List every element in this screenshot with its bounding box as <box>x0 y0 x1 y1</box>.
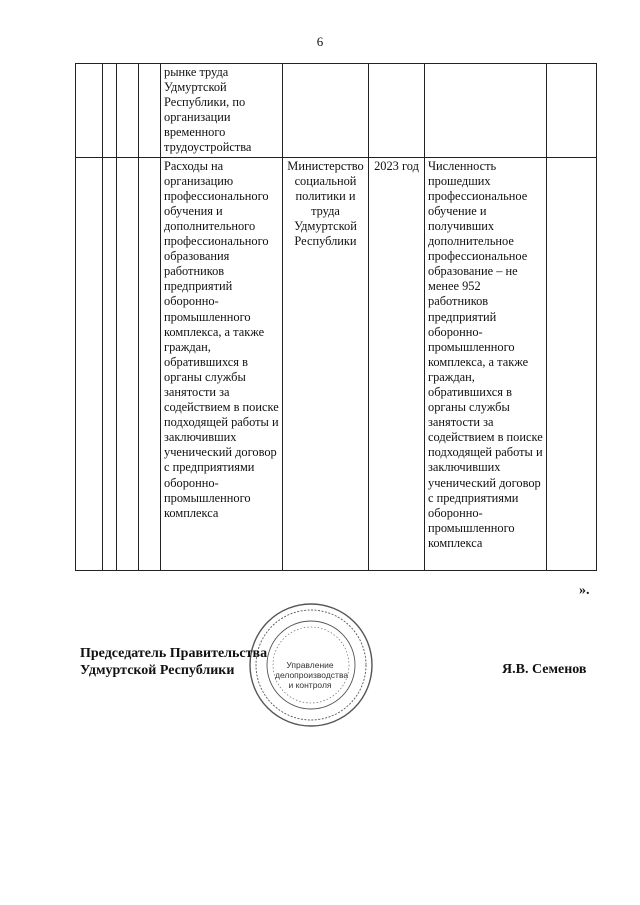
program-table <box>75 63 597 571</box>
measure-description-cell: рынке труда Удмуртской Республики, по организации временного трудоустройства <box>161 64 283 158</box>
table-cell-empty <box>369 64 425 158</box>
table-cell-empty <box>547 157 597 570</box>
table-cell-empty <box>103 64 117 158</box>
signature-title-line2: Удмуртской Республики <box>80 663 235 678</box>
table-cell-empty <box>139 157 161 570</box>
year-cell: 2023 год <box>369 157 425 570</box>
table-cell-empty <box>117 64 139 158</box>
table-row <box>76 157 597 570</box>
signature-title-line1: Председатель Правительства <box>80 646 268 661</box>
measure-description-cell: Расходы на организацию профессионального обучения и дополнительного профессионального образования работников предприятий оборонно-промышленного комплекса, а также граждан, обратившихся в органы службы занятости за содействием в поиске подходящей работы и заключивших ученический договор с предприятиями оборонно-промышленного комплекса <box>161 157 283 570</box>
table-cell-empty <box>283 64 369 158</box>
page-number: 6 <box>316 34 324 49</box>
responsible-cell: Министерство социальной политики и труда Удмуртской Республики <box>283 157 369 570</box>
table-cell-empty <box>425 64 547 158</box>
table-cell-empty <box>76 157 103 570</box>
seal-center-text: Управление делопроизводства и контроля <box>275 660 349 690</box>
table-cell-empty <box>139 64 161 158</box>
closing-quote: ». <box>579 583 590 598</box>
table-cell-empty <box>76 64 103 158</box>
table-row <box>76 64 597 158</box>
table-cell-empty <box>117 157 139 570</box>
table-cell-empty <box>103 157 117 570</box>
indicator-cell: Численность прошедших профессиональное обучение и получивших дополнительное профессиональное образование – не менее 952 работников предприятий оборонно-промышленного комплекса, а также граждан, обратившихся в органы службы занятости за содействием в поиске подходящей работы и заключивших ученический договор с предприятиями оборонно-промышленного комплекса <box>425 157 547 570</box>
table-cell-empty <box>547 64 597 158</box>
signatory-name: Я.В. Семенов <box>502 662 587 677</box>
signature-title <box>80 645 267 679</box>
